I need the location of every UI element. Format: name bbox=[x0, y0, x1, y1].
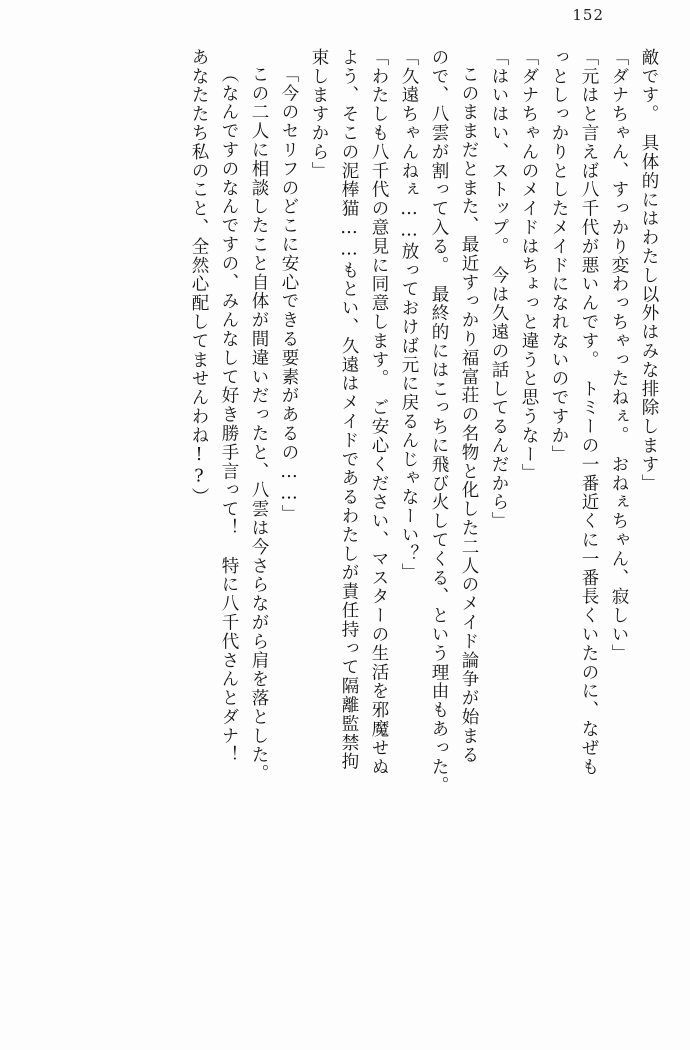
text-column: （なんですのなんですの、みんなして好き勝手言って！ 特に八千代さんとダナ！ bbox=[219, 65, 239, 765]
vertical-text-body bbox=[26, 48, 664, 1014]
text-column: っとしっかりとしたメイドになれないのですか」 bbox=[549, 48, 569, 464]
text-column: このままだとまた、最近すっかり福富荘の名物と化した二人のメイド論争が始まる bbox=[459, 65, 479, 765]
text-column: 「ダナちゃんのメイドはちょっと違うと思うなー」 bbox=[519, 48, 539, 483]
text-column: 「ダナちゃん、すっかり変わっちゃったねぇ。 おねぇちゃん、寂しい」 bbox=[609, 48, 629, 663]
text-column: 束しますから」 bbox=[309, 48, 329, 181]
text-column: あなたたち私のこと、全然心配してませんわね!?） bbox=[189, 48, 209, 507]
text-column: 「今のセリフのどこに安心できる要素があるの……」 bbox=[279, 65, 299, 524]
text-column: よう、そこの泥棒猫……もとい、久遠はメイドであるわたしが責任持って隔離監禁拘 bbox=[339, 48, 359, 772]
text-column: 「元はと言えば八千代が悪いんです。 トミーの一番近くに一番長くいたのに、なぜも bbox=[579, 48, 599, 777]
text-column: ので、八雲が割って入る。 最終的にはこっちに飛び火してくる、という理由もあった。 bbox=[429, 48, 449, 796]
text-column: 敵です。 具体的にはわたし以外はみな排除します」 bbox=[639, 48, 659, 493]
text-column: 「久遠ちゃんねぇ……放っておけば元に戻るんじゃなーい？」 bbox=[399, 48, 419, 583]
text-column: 「わたしも八千代の意見に同意します。 ご安心ください、マスターの生活を邪魔せぬ bbox=[369, 48, 389, 777]
text-column: 「はいはい、ストップ。 今は久遠の話してるんだから」 bbox=[489, 48, 509, 531]
page-number: 152 bbox=[572, 6, 604, 24]
text-column: この二人に相談したこと自体が間違いだったと、八雲は今さらながら肩を落とした。 bbox=[249, 65, 269, 784]
